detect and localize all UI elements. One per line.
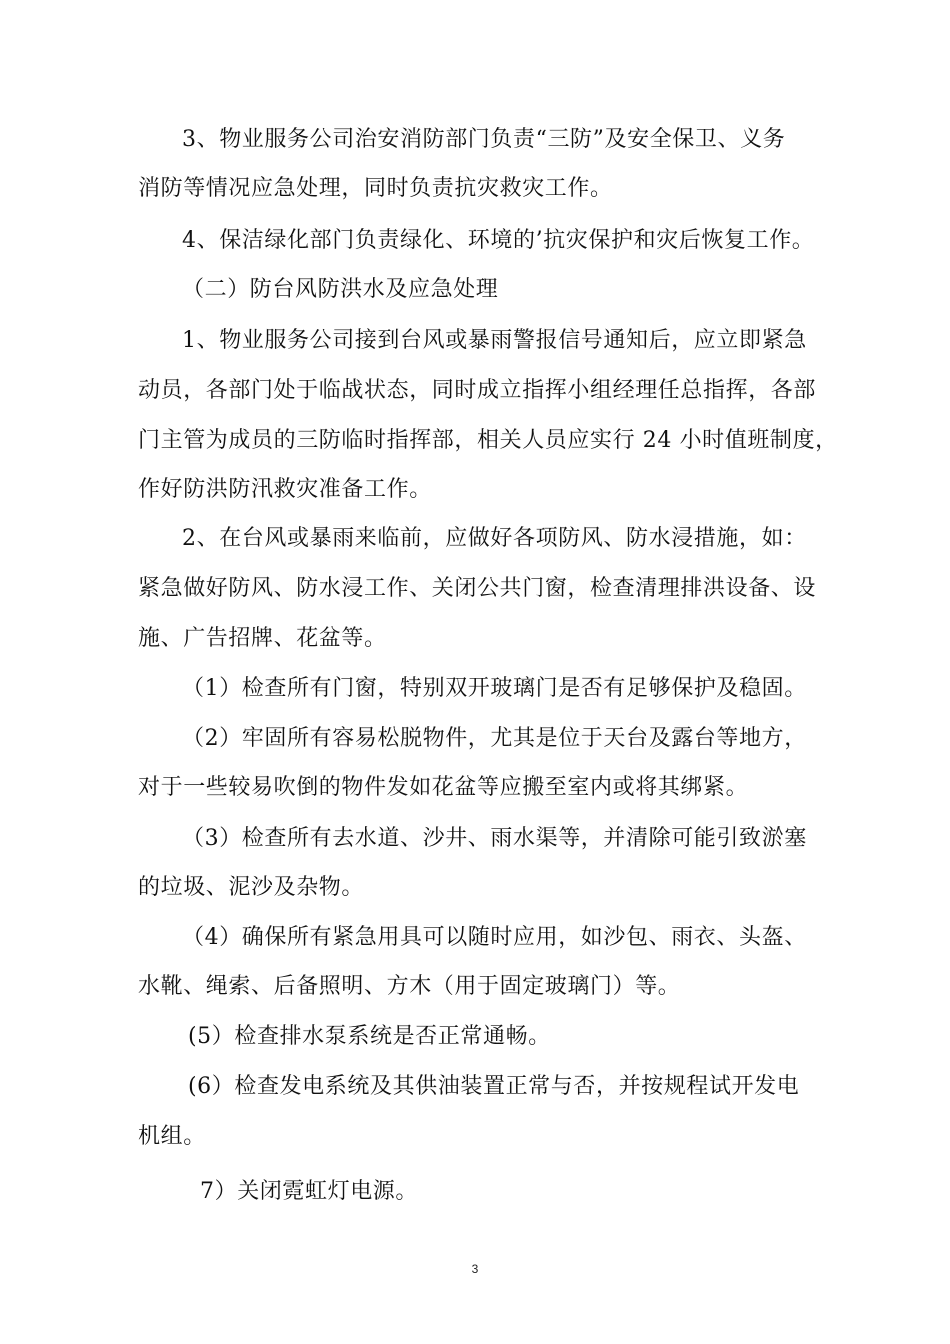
sub-item-6-line-2: 机组。 [138, 1124, 206, 1149]
item-1-line-4: 作好防洪防汛救灾准备工作。 [138, 477, 432, 502]
sub-item-4-line-2: 水靴、绳索、后备照明、方木（用于固定玻璃门）等。 [138, 974, 681, 999]
item-1-line-1: 1、物业服务公司接到台风或暴雨警报信号通知后，应立即紧急 [182, 328, 807, 353]
item-2-line-1: 2、在台风或暴雨来临前，应做好各项防风、防水浸措施，如： [182, 526, 807, 551]
section-heading: （二）防台风防洪水及应急处理 [182, 277, 499, 302]
sub-item-3-line-1: （3）检查所有去水道、沙井、雨水渠等，并清除可能引致淤塞 [182, 826, 807, 851]
item-2-line-2: 紧急做好防风、防水浸工作、关闭公共门窗，检查清理排洪设备、设 [138, 576, 817, 601]
sub-item-1: （1）检查所有门窗，特别双开玻璃门是否有足够保护及稳固。 [182, 676, 807, 701]
sub-item-2-line-1: （2）牢固所有容易松脱物件，尤其是位于天台及露台等地方， [182, 726, 807, 751]
sub-item-2-line-2: 对于一些较易吹倒的物件发如花盆等应搬至室内或将其绑紧。 [138, 775, 749, 800]
sub-item-4-line-1: （4）确保所有紧急用具可以随时应用，如沙包、雨衣、头盔、 [182, 925, 807, 950]
item-1-line-3: 门主管为成员的三防临时指挥部，相关人员应实行 24 小时值班制度， [138, 428, 838, 453]
page-number: 3 [471, 1262, 479, 1276]
item-2-line-3: 施、广告招牌、花盆等。 [138, 626, 387, 651]
item-1-line-2: 动员，各部门处于临战状态，同时成立指挥小组经理任总指挥，各部 [138, 378, 817, 403]
paragraph-3-line-1: 3、物业服务公司治安消防部门负责“三防”及安全保卫、义务 [182, 127, 786, 152]
paragraph-3-line-2: 消防等情况应急处理，同时负责抗灾救灾工作。 [138, 176, 613, 201]
sub-item-3-line-2: 的垃圾、泥沙及杂物。 [138, 875, 365, 900]
sub-item-6-line-1: (6）检查发电系统及其供油装置正常与否，并按规程试开发电 [188, 1074, 800, 1099]
sub-item-5: (5）检查排水泵系统是否正常通畅。 [188, 1024, 551, 1049]
paragraph-4-line-1: 4、保洁绿化部门负责绿化、环境的’抗灾保护和灾后恢复工作。 [182, 228, 815, 253]
sub-item-7: 7）关闭霓虹灯电源。 [200, 1179, 418, 1204]
